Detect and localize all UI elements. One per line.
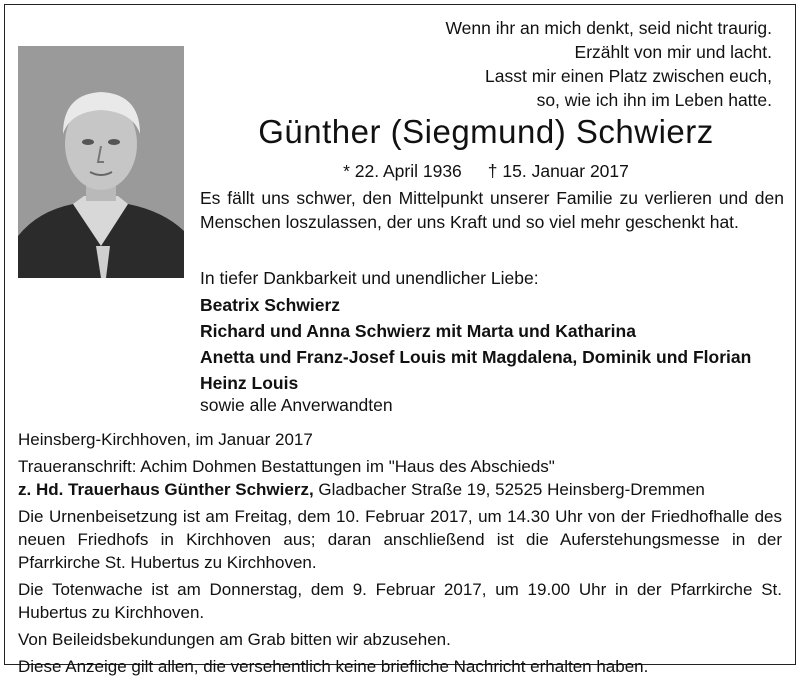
notice-details <box>18 428 782 682</box>
gratitude-line: In tiefer Dankbarkeit und unendlicher Liebe: <box>200 268 539 288</box>
address-line: Traueranschrift: Achim Dohmen Bestattungen im "Haus des Abschieds" <box>18 457 555 476</box>
family-member: Heinz Louis <box>200 373 299 393</box>
family-member: Richard und Anna Schwierz mit Marta und Katharina <box>200 321 636 341</box>
address-street: Gladbacher Straße 19, 52525 Heinsberg-Dremmen <box>313 480 705 499</box>
vigil-text: Die Totenwache ist am Donnerstag, dem 9. Februar 2017, um 19.00 Uhr in der Pfarrkirche St. Hubertus zu Kirchhoven. <box>18 580 782 622</box>
poem-line: Wenn ihr an mich denkt, seid nicht traurig. <box>445 18 772 38</box>
death-date: † 15. Januar 2017 <box>487 161 629 181</box>
poem-line: Lasst mir einen Platz zwischen euch, <box>485 66 772 86</box>
poem-line: so, wie ich ihn im Leben hatte. <box>536 90 772 110</box>
place-date: Heinsberg-Kirchhoven, im Januar 2017 <box>18 430 313 449</box>
poem-line: Erzählt von mir und lacht. <box>574 42 772 62</box>
poem <box>372 16 772 112</box>
family-member: Beatrix Schwierz <box>200 295 341 315</box>
notice-text: Diese Anzeige gilt allen, die versehentlich keine briefliche Nachricht erhalten haben. <box>18 657 649 676</box>
relatives-line: sowie alle Anverwandten <box>200 395 393 415</box>
address-block <box>18 455 782 501</box>
family-list <box>200 292 751 396</box>
birth-date: * 22. April 1936 <box>343 161 462 181</box>
deceased-name: Günther (Siegmund) Schwierz <box>258 113 714 150</box>
portrait-photo <box>18 46 184 278</box>
life-dates <box>200 160 772 182</box>
address-recipient: z. Hd. Trauerhaus Günther Schwierz, <box>18 480 314 499</box>
intro-text: Es fällt uns schwer, den Mittelpunkt unserer Familie zu verlieren und den Menschen loszulassen, der uns Kraft und so viel mehr geschenkt hat. <box>200 188 784 232</box>
condolences-text: Von Beileidsbekundungen am Grab bitten wir abzusehen. <box>18 630 451 649</box>
family-member: Anetta und Franz-Josef Louis mit Magdalena, Dominik und Florian <box>200 347 752 367</box>
urn-burial-text: Die Urnenbeisetzung ist am Freitag, dem 10. Februar 2017, um 14.30 Uhr von der Friedhofhalle des neuen Friedhofs in Kirchhoven aus; daran anschließend ist die Auferstehungsmesse in der Pfarrkirche St. Hubertus zu Kirchhoven. <box>18 507 782 572</box>
